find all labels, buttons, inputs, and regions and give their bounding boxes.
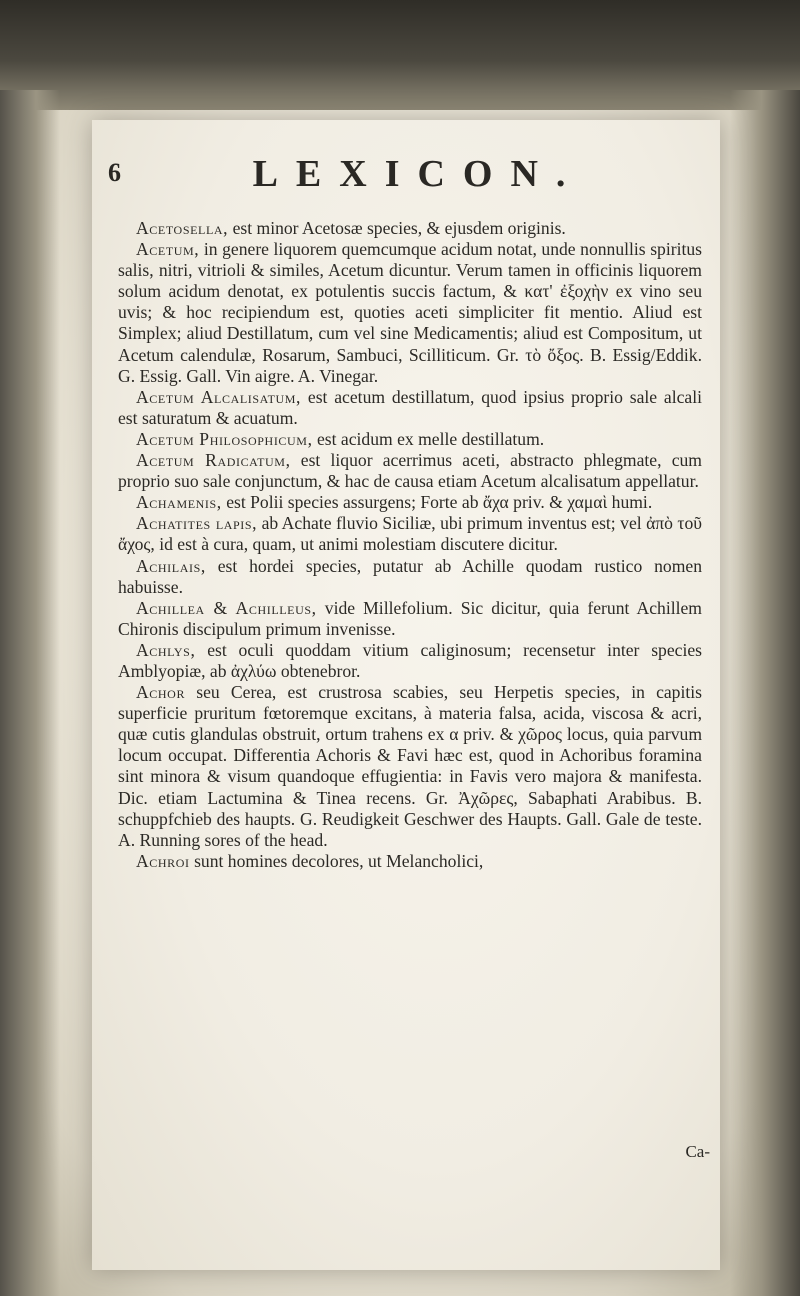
entry-achilais [118, 556, 702, 598]
headword: Acetum Philosophicum, [136, 428, 313, 449]
headword: Achlys, [136, 639, 196, 660]
definition: est minor Acetosæ species, & ejusdem originis. [232, 218, 566, 238]
headword: Achatites lapis, [136, 513, 258, 534]
entry-acetum-philosophicum [118, 429, 702, 450]
definition: in genere liquorem quemcumque acidum notat, unde nonnullis spiritus salis, nitri, vitrioli & similes, Acetum dicuntur. Verum tamen in officinis liquorem solum acidum denotat, ex potulentis succis factum, & κατ' ἐξοχὴν ex vino seu uvis; & hoc recipiendum est, quoties aceti simpliciter fit mentio. Aliud est Simplex; aliud Destillatum, cum vel sine Medicamentis; aliud est Compositum, ut Acetum calendulæ, Rosarum, Sambuci, Scilliticum. Gr. τὸ ὄξος. B. Essig/Eddik. G. Essig. Gall. Vin aigre. A. Vinegar. [118, 239, 703, 386]
headword: Achor [136, 682, 186, 703]
headword: Achilais, [136, 555, 206, 576]
headword: Acetum, [136, 239, 200, 260]
page-header [108, 150, 708, 200]
entry-acetum-alcalisatum [118, 387, 702, 429]
headword: Achamenis, [136, 492, 222, 513]
scan-left-shadow [0, 90, 60, 1296]
definition: est liquor acerrimus aceti, abstracto phlegmate, cum proprio suo sale conjunctum, & hac de causa etiam Acetum alcalisatum appellatur. [118, 450, 702, 492]
entry-achatites-lapis [118, 513, 702, 555]
definition: est hordei species, putatur ab Achille quodam rustico nomen habuisse. [118, 555, 702, 597]
catchword: Ca- [685, 1142, 710, 1161]
scan-right-shadow [730, 90, 800, 1296]
scan-dark-top-border [0, 0, 800, 110]
definition: est Polii species assurgens; Forte ab ἄχα priv. & χαμαὶ humi. [226, 492, 653, 513]
definition: est acidum ex melle destillatum. [316, 428, 545, 449]
headword: Acetosella, [136, 218, 229, 238]
entry-achillea [118, 598, 702, 640]
headword: Acetum Alcalisatum, [136, 386, 302, 407]
definition: vide Millefolium. Sic dicitur, quia ferunt Achillem Chironis discipulum primum invenisse. [118, 597, 702, 639]
entry-acetum-radicatum [118, 450, 702, 492]
headword: Achroi [136, 850, 190, 871]
page-number: 6 [108, 158, 121, 187]
entry-achroi [118, 851, 702, 872]
definition: est acetum destillatum, quod ipsius proprio sale alcali est saturatum & acuatum. [118, 386, 703, 428]
entry-achlys [118, 640, 702, 682]
entry-achor [118, 682, 702, 851]
definition: seu Cerea, est crustrosa scabies, seu Herpetis species, in capitis superficie pruritum fœtoremque excitans, à materia falsa, acida, viscosa & acri, quæ cutis glandulas obstruit, ortum trahens ex α priv. & χῶρος locus, quia parvum locum occupat. Differentia Achoris & Favi hæc est, quod in Achoribus foramina sint minora & visum quandoque effugientia: in Favis vero majora & manifesta. Dic. etiam Lactumina & Tinea recens. Gr. Ἀχῶρες, Sabaphati Arabibus. B. schuppfchieb des haupts. G. Reudigkeit Geschwer des Haupts. Gall. Gale de teste. A. Running sores of the head. [118, 682, 702, 850]
entry-acetum [118, 239, 702, 387]
dictionary-text [118, 218, 702, 872]
headword: Acetum Radicatum, [136, 450, 291, 471]
entry-achamenis [118, 492, 702, 513]
headword: Achillea & Achilleus, [136, 597, 317, 618]
entry-acetosella [118, 218, 702, 239]
running-head: LEXICON. [252, 153, 584, 195]
definition: ab Achate fluvio Siciliæ, ubi primum inventus est; vel ἀπὸ τοῦ ἄχος, id est à cura, quam, ut animi molestiam discutere dicitur. [118, 513, 702, 555]
definition: est oculi quoddam vitium caliginosum; recensetur inter species Amblyopiæ, ab ἀχλύω obtenebror. [118, 639, 702, 681]
definition: sunt homines decolores, ut Melancholici, [194, 850, 484, 871]
